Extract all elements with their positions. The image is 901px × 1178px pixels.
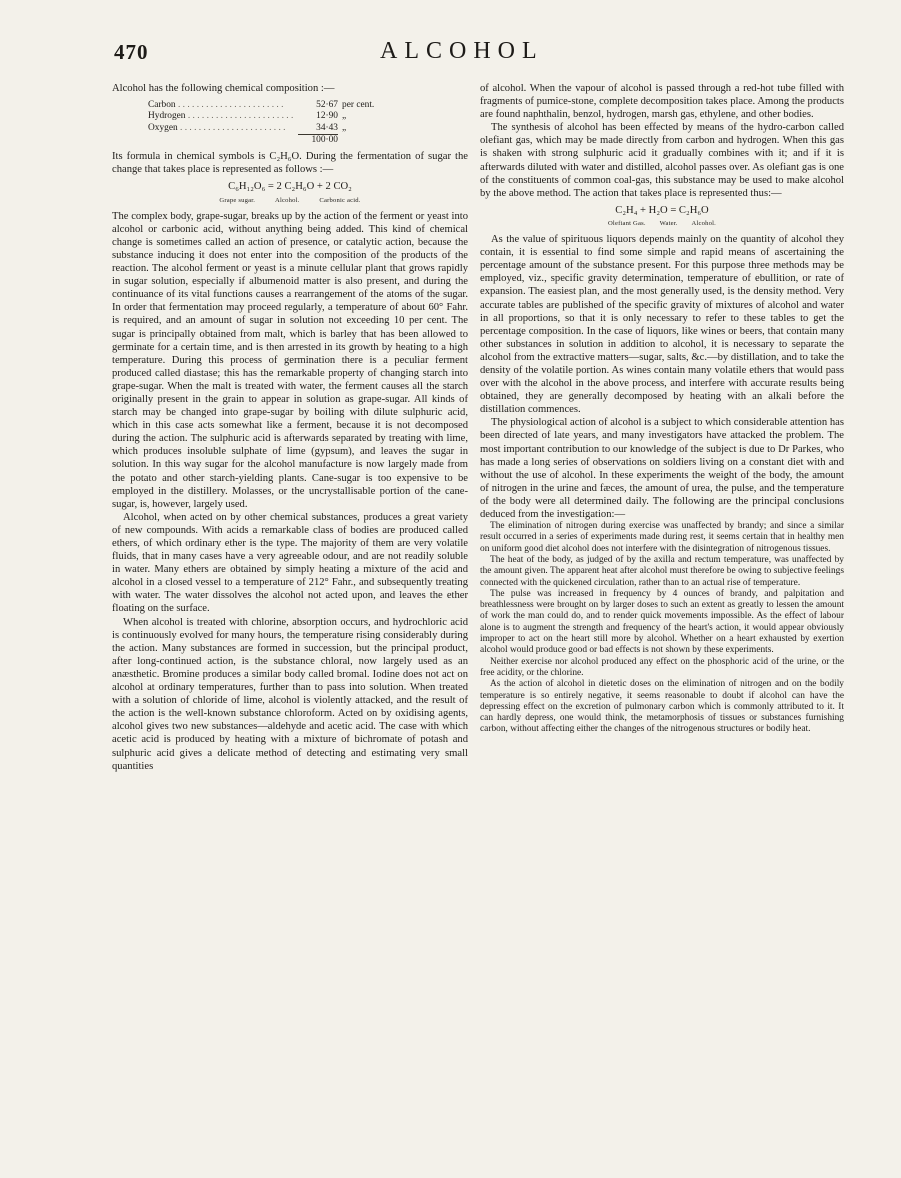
equation-labels — [112, 194, 468, 207]
equation-label: Alcohol. — [274, 196, 300, 204]
right-column — [480, 82, 844, 736]
equation-label: Grape sugar. — [219, 196, 256, 204]
body-paragraph: of alcohol. When the vapour of alcohol is passed through a red-hot tube filled with fragments of pumice-stone, complete decomposition takes place. Among the products are found naphthalin, benzol, hydrogen, marsh gas, ethylene, and other bodies. — [480, 83, 844, 121]
body-paragraph: Alcohol, when acted on by other chemical substances, produces a great variety of new compounds. With acids a remarkable class of bodies are produced called ethers, of which ordinary ether is the type. The majority of them are very volatile fluids, that in many cases have a very agreeable odour, and are not readily soluble in water. Many ethers are obtained by simply heating a mixture of the acid and alcohol in a closed vessel to a temperature of 212° Fahr., and subsequently treating with water. The water dissolves the alcohol not acted upon, and leaves the ether floating on the surface. — [112, 511, 468, 615]
element-value: 12·90 — [316, 111, 338, 122]
element-name: Oxygen . . . — [148, 123, 298, 134]
element-value: 34·43 — [316, 122, 338, 133]
composition-total: 100·00 — [298, 134, 338, 146]
equation-label: Olefiant Gas. — [607, 219, 646, 227]
equation-label: Water. — [659, 219, 678, 227]
composition-table — [148, 100, 392, 146]
composition-row — [148, 123, 392, 134]
body-paragraph: As the value of spirituous liquors depends mainly on the quantity of alcohol they contain, it is essential to find some simple and rapid means of ascertaining the percentage amount of the substance present. For this purpose three methods may be employed, viz., specific gravity determination, temperature of ebullition, or rate of expansion. The easiest plan, and the most generally used, is the density method. Very accurate tables are published of the specific gravity of mixtures of alcohol and water in all proportions, so that it is only necessary to refer to these tables to get the percentage composition. In the case of liquors, like wines or beers, that contain many other substances in solution in addition to alcohol, it is necessary to separate the alcohol from the extractive matters—sugar, salts, &c.—by distillation, and to take the density of the volatile portion. As wines contain many volatile ethers that would pass over with the alcohol in the above process, and interfere with accurate results being obtained, they are generally decomposed by heating with an alkali before the distillation commences. — [480, 234, 844, 416]
conclusion-paragraph: Neither exercise nor alcohol produced any effect on the phosphoric acid of the urine, or the free acidity, or the chlorine. — [480, 656, 844, 678]
element-unit: „ — [342, 111, 347, 122]
composition-intro: Alcohol has the following chemical composition :— — [112, 83, 335, 94]
equation-formula: C₂H₄ + H₂O = C₂H₆O — [615, 204, 709, 216]
body-paragraph: The physiological action of alcohol is a subject to which considerable attention has been directed of late years, and many investigators have attacked the problem. The most important contribution to our knowledge of the subject is due to Dr Parkes, who has made a long series of observations on soldiers living on a constant diet with and without the use of alcohol. In these experiments the weight of the body, the amount of nitrogen in the urine and fæces, the amount of urea, the pulse, and the temperature of the body were all determined daily. The following are the principal conclusions deduced from the investigation:— — [480, 417, 844, 520]
element-value: 52·67 — [316, 100, 338, 111]
left-column — [112, 82, 468, 773]
equation-label: Alcohol. — [691, 219, 717, 227]
body-paragraph: When alcohol is treated with chlorine, absorption occurs, and hydrochloric acid is continuously evolved for many hours, the temperature rising considerably during the action. Many substances are formed in succession, but the principal product, after long-continued action, is the substance chloral, now largely used as an anæsthetic. Bromine produces a similar body called bromal. Iodine does not act on alcohol at ordinary temperatures, further than to pass into solution. When treated with a solution of chloride of lime, alcohol is violently attacked, and the result of the action is the well-known substance chloroform. Acted on by oxidising agents, alcohol gives two new substances—aldehyde and acetic acid. The case with which acetic acid is produced by heating with a mixture of bichromate of potash and sulphuric acid gives a delicate method of detecting and estimating very small quantities — [112, 616, 468, 772]
conclusion-paragraph: The elimination of nitrogen during exercise was unaffected by brandy; and since a similar result occurred in a series of experiments made during rest, it seems certain that in healthy men on uniform good diet alcohol does not interfere with the disintegration of nitrogenous tissues. — [480, 521, 844, 554]
conclusion-paragraph: The pulse was increased in frequency by 4 ounces of brandy, and palpitation and breathlessness were brought on by larger doses to such an extent as greatly to lessen the amount of work the man could do, and to render quick movements impossible. As the effect of labour alone is to augment the strength and frequency of the heart's action, it would appear obviously improper to act on the heart still more by alcohol. Whether on a heart exhausted by exertion alcohol would produce good or bad effects is not shown by these experiments. — [480, 588, 844, 656]
composition-row — [148, 111, 392, 122]
body-paragraph: The complex body, grape-sugar, breaks up by the action of the ferment or yeast into alcohol or carbonic acid, without anything being added. This kind of chemical change is sometimes called an action of presence, or catalytic action, because the substance inducing it does not enter into the composition of the products of the reaction. The alcohol ferment or yeast is a minute cellular plant that grows rapidly in sugar solution, especially if albumenoid matter is also present, and during the continuance of its vital functions causes a rearrangement of the atoms of the sugar. In order that fermentation may proceed regularly, a temperature of about 60° Fahr. is required, and an amount of sugar in solution not exceeding 10 per cent. The sugar is principally obtained from malt, which is barley that has been allowed to germinate for a certain time, and is then arrested in its growth by heating to a high temperature. During this process of germination there is a peculiar ferment produced called diastase; this has the remarkable property of changing starch into grape-sugar. When the malt is treated with water, the ferment causes all the starch originally present in the grain to appear in solution as grape-sugar. All kinds of starch may be changed into grape-sugar by boiling with dilute sulphuric acid, which in this case acts somewhat like a ferment, because it is not decomposed during the action. The sulphuric acid is afterwards separated by treating with lime, which produces insoluble sulphate of lime (gypsum), and leaves the sugar in solution. In this way sugar for the alcohol manufacture is now largely made from the potato and other starch-yielding plants. Cane-sugar is too expensive to be employed in the distillery. Molasses, or the uncrystallisable portion of the cane-sugar, is, however, largely used. — [112, 210, 468, 510]
equation-label: Carbonic acid. — [319, 196, 361, 204]
equation-formula: C₆H₁₂O₆ = 2 C₂H₆O + 2 CO₂ — [228, 181, 352, 193]
conclusion-paragraph: As the action of alcohol in dietetic doses on the elimination of nitrogen and on the bodily temperature is so entirely negative, it seems reasonable to doubt if alcohol can have the depressing effect on the excretion of pulmonary carbon which is commonly attributed to it. It can hardly depress, one would think, the metamorphosis of tissues or substances furnishing carbon, without affecting either the changes of the nitrogenous structures or bodily heat. — [480, 679, 844, 735]
element-unit: „ — [342, 122, 347, 133]
element-name: Carbon . . . — [148, 100, 298, 111]
element-name: Hydrogen . . . — [148, 111, 298, 122]
body-paragraph: The synthesis of alcohol has been effected by means of the hydro-carbon called olefiant gas, which may be made directly from carbon and hydrogen. When this gas is shaken with strong sulphuric acid it gradually combines with it; and if it is afterwards diluted with water and distilled, alcohol passes over. As olefiant gas is one of the constituents of common coal-gas, this substance may be used to make alcohol by the above method. The action that takes place is represented thus:— — [480, 122, 844, 199]
page-number: 470 — [114, 40, 149, 64]
formula-paragraph: Its formula in chemical symbols is C₂H₆O. During the fermentation of sugar the change that takes place is represented as follows :— — [112, 151, 468, 176]
running-title: ALCOHOL — [380, 38, 544, 64]
composition-total-row — [148, 134, 392, 146]
conclusion-paragraph: The heat of the body, as judged of by the axilla and rectum temperature, was unaffected by the amount given. The apparent heat after alcohol must therefore be owing to subjective feelings connected with the quickened circulation, rather than to an actual rise of temperature. — [480, 554, 844, 588]
composition-row — [148, 100, 392, 111]
synthesis-equation — [480, 204, 844, 230]
equation-labels — [480, 217, 844, 230]
element-unit: per cent. — [342, 100, 375, 111]
fermentation-equation — [112, 180, 468, 206]
